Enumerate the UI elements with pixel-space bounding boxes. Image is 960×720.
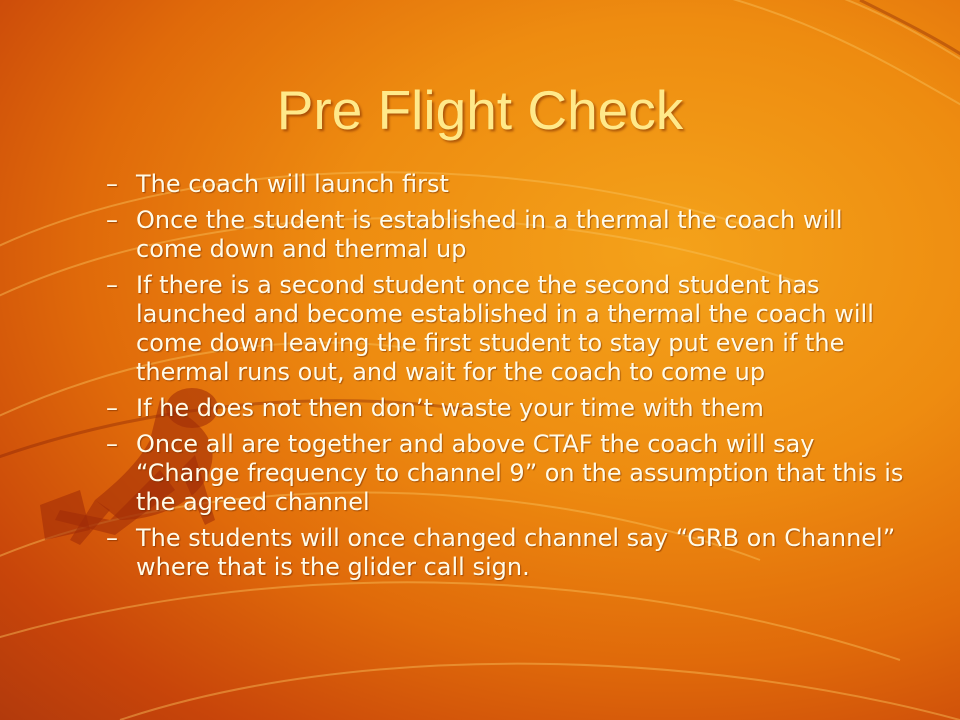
bullet-text: Once the student is established in a thermal the coach will come down and thermal up	[136, 206, 843, 263]
bullet-dash: –	[106, 170, 118, 198]
bullet-text: The coach will launch first	[136, 170, 449, 198]
slide-title: Pre Flight Check	[276, 79, 684, 141]
list-item	[104, 394, 904, 423]
bullet-list	[104, 170, 904, 589]
list-item	[104, 170, 904, 199]
bullet-dash: –	[106, 271, 118, 299]
bullet-dash: –	[106, 430, 118, 458]
bullet-text: If there is a second student once the second student has launched and become established in a thermal the coach will come down leaving the first student to stay put even if the thermal runs out, and wait for the coach to come up	[136, 271, 874, 386]
bullet-dash: –	[106, 524, 118, 552]
bullet-text: If he does not then don’t waste your time with them	[136, 394, 764, 422]
list-item	[104, 206, 904, 264]
list-item	[104, 271, 904, 387]
list-item	[104, 524, 904, 582]
bullet-text: Once all are together and above CTAF the coach will say “Change frequency to channel 9” on the assumption that this is the agreed channel	[136, 430, 904, 516]
bullet-text: The students will once changed channel say “GRB on Channel” where that is the glider call sign.	[136, 524, 896, 581]
bullet-dash: –	[106, 394, 118, 422]
list-item	[104, 430, 904, 517]
bullet-dash: –	[106, 206, 118, 234]
